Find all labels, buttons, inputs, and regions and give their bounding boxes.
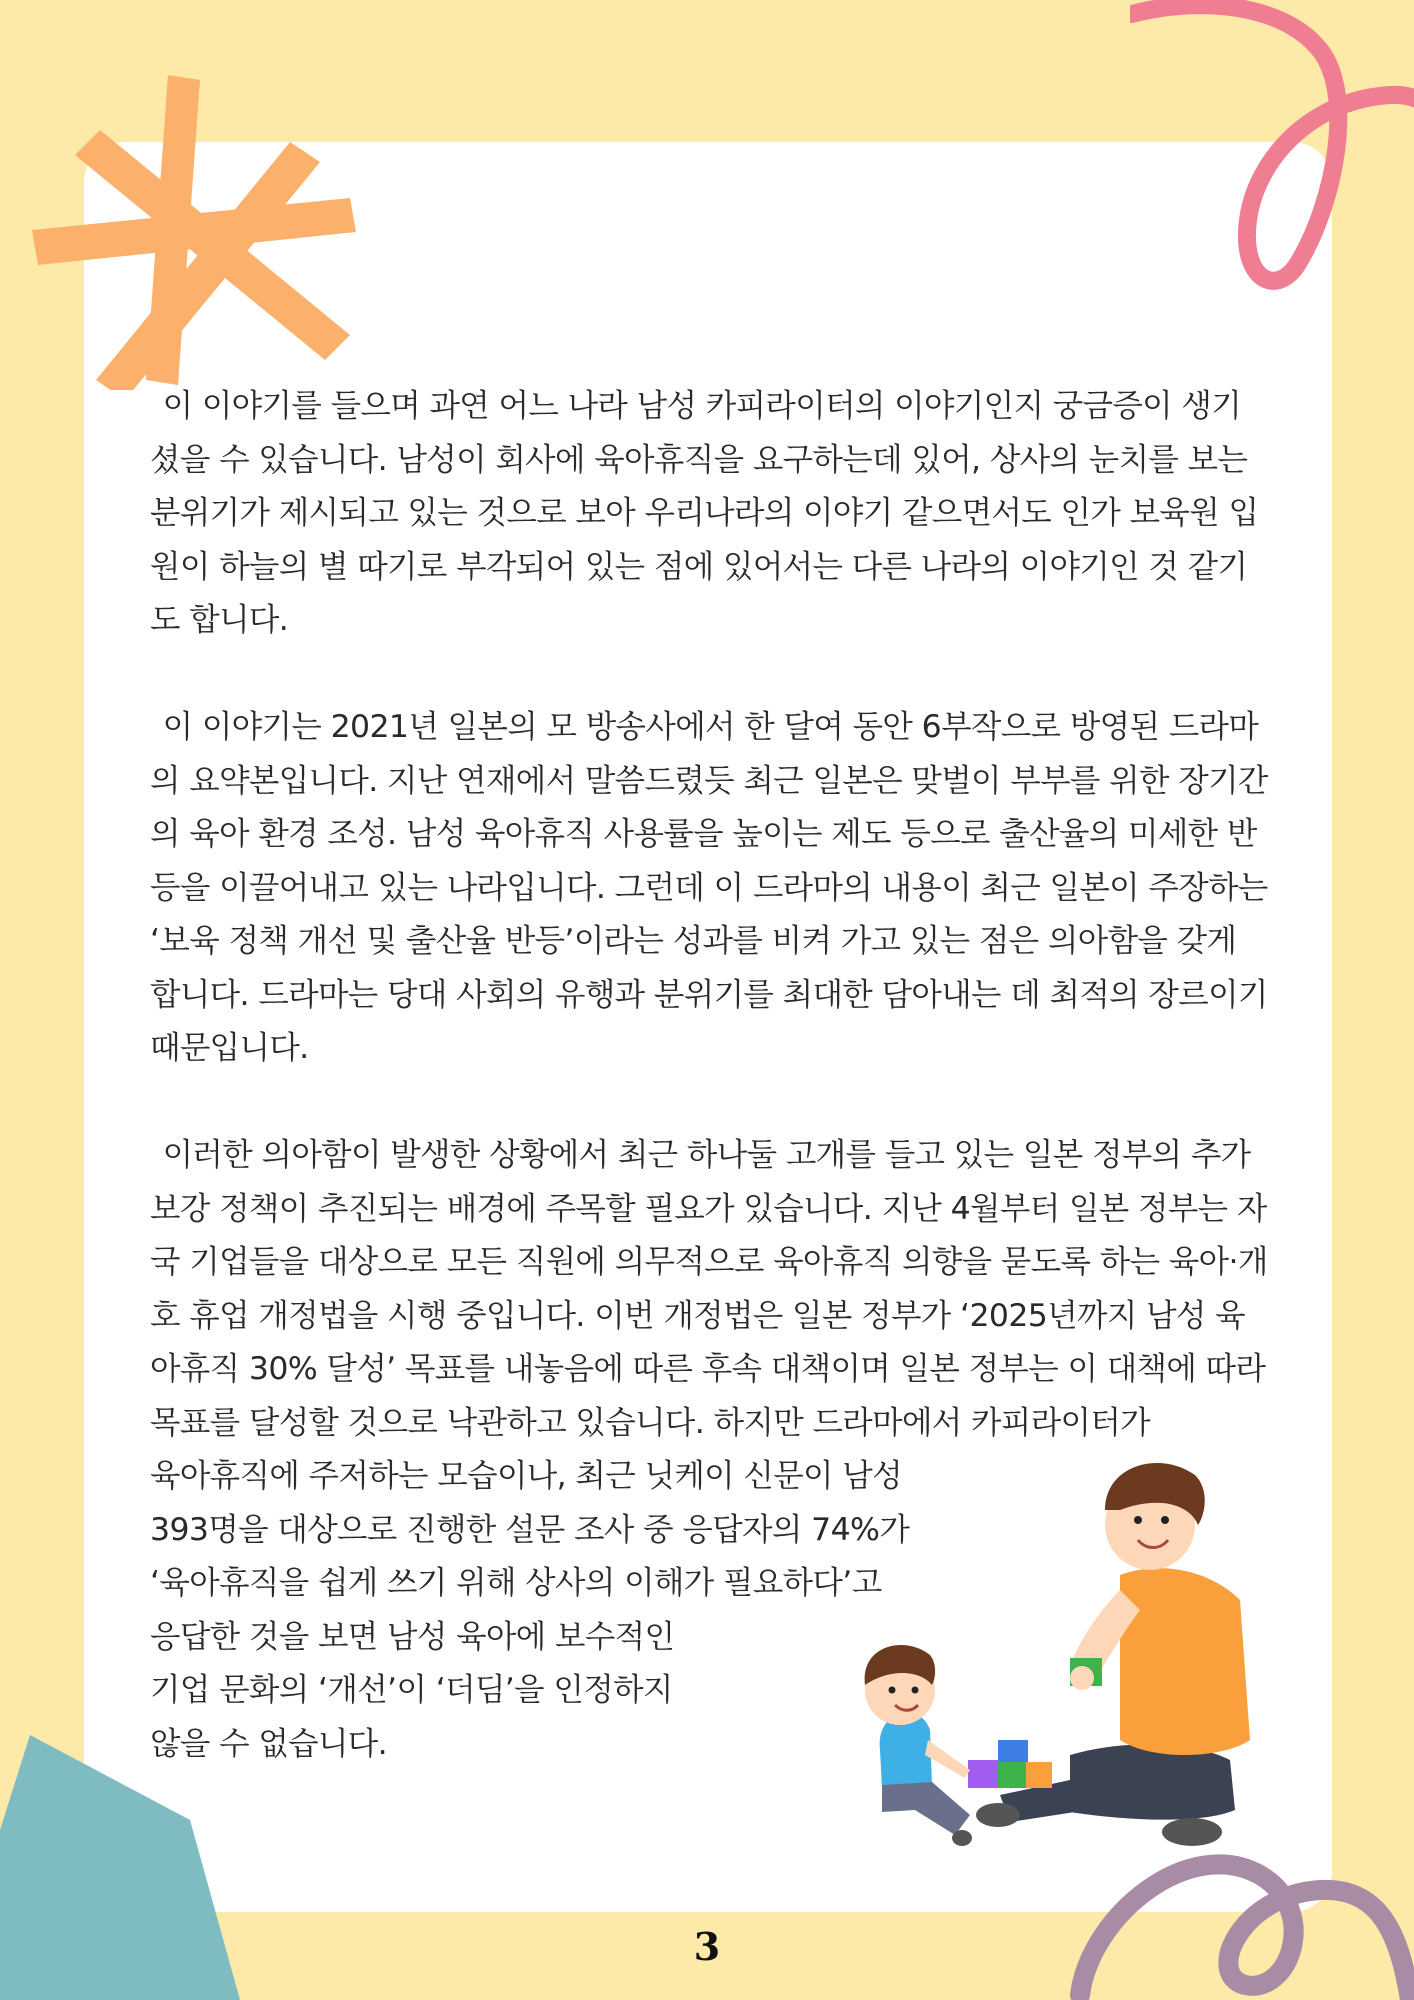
toy-blocks: [968, 1740, 1052, 1788]
child-figure: [865, 1645, 972, 1846]
text-line: 않을 수 없습니다.: [150, 1725, 388, 1762]
pink-squiggle-icon: [1130, 0, 1414, 300]
text-line: 응답한 것을 보면 남성 육아에 보수적인: [150, 1618, 675, 1655]
paragraph-3: 이러한 의아함이 발생한 상황에서 최근 하나둘 고개를 들고 있는 일본 정부의 추가 보강 정책이 추진되는 배경에 주목할 필요가 있습니다. 지난 4월부터 일본 정부는 자국 기업들을 대상으로 모든 직원에 의무적으로 육아휴직 의향을 묻도록 하는 육아·개호 휴업 개정법을 시행 중입니다. 이번 개정법은 일본 정부가 ‘2025년까지 남성 육아휴직 30% 달성’ 목표를 내놓음에 따른 후속 대책이며 일본 정부는 이 대책에 따라 목표를 달성할 것으로 낙관하고 있습니다. 하지만 드라마에서 카피라이터가: [150, 1137, 1268, 1441]
text-line: 기업 문화의 ‘개선’이 ‘더딤’을 인정하지: [150, 1672, 673, 1708]
text-line: 393명을 대상으로 진행한 설문 조사 중 응답자의 74%가: [150, 1511, 910, 1548]
father-figure: [976, 1463, 1250, 1846]
page-number: 3: [693, 1924, 721, 1969]
paragraph-1: 이 이야기를 들으며 과연 어느 나라 남성 카피라이터의 이야기인지 궁금증이 생기셨을 수 있습니다. 남성이 회사에 육아휴직을 요구하는데 있어, 상사의 눈치를 보는 분위기가 제시되고 있는 것으로 보아 우리나라의 이야기 같으면서도 인가 보육원 입원이 하늘의 별 따기로 부각되어 있는 점에 있어서는 다른 나라의 이야기인 것 같기도 합니다.: [150, 388, 1259, 638]
paragraph-3-continued: [150, 1450, 930, 1771]
paragraph-2: 이 이야기는 2021년 일본의 모 방송사에서 한 달여 동안 6부작으로 방영된 드라마의 요약본입니다. 지난 연재에서 말씀드렸듯 최근 일본은 맞벌이 부부를 위한 장기간의 육아 환경 조성. 남성 육아휴직 사용률을 높이는 제도 등으로 출산율의 미세한 반등을 이끌어내고 있는 나라입니다. 그런데 이 드라마의 내용이 최근 일본이 주장하는 ‘보육 정책 개선 및 출산율 반등’이라는 성과를 비켜 가고 있는 점은 의아함을 갖게 합니다. 드라마는 당대 사회의 유행과 분위기를 최대한 담아내는 데 최적의 장르이기 때문입니다.: [150, 709, 1268, 1066]
asterisk-icon: [30, 70, 360, 390]
text-line: ‘육아휴직을 쉽게 쓰기 위해 상사의 이해가 필요하다’고: [150, 1565, 882, 1601]
father-child-illustration: [820, 1440, 1260, 1860]
text-line: 육아휴직에 주저하는 모습이나, 최근 닛케이 신문이 남성: [150, 1458, 902, 1494]
